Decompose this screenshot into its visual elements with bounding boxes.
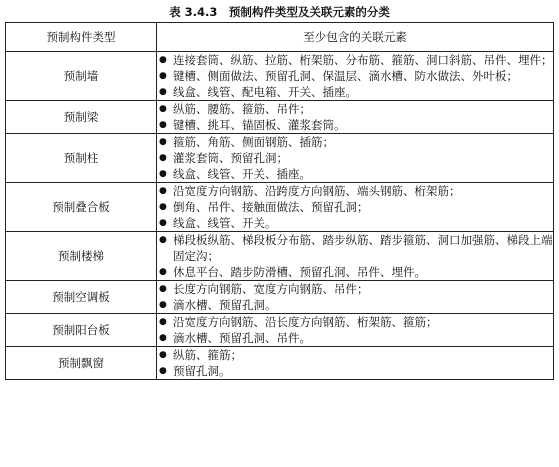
list-item [157,117,553,133]
element-list [157,232,553,280]
component-type-cell: 预制柱 [6,134,157,183]
element-list [157,347,553,379]
list-item [157,215,553,231]
bullet-icon: ● [159,350,167,360]
bullet-icon: ● [159,317,167,327]
list-item [157,330,553,346]
component-type-cell: 预制叠合板 [6,183,157,232]
elements-cell [157,101,554,134]
bullet-icon: ● [159,333,167,343]
bullet-icon: ● [159,235,167,245]
bullet-icon: ● [159,169,167,179]
list-item [157,183,553,199]
list-item-text: 线盒、线管、配电箱、开关、插座。 [173,85,357,99]
table-row [6,232,554,281]
bullet-icon: ● [159,137,167,147]
bullet-icon: ● [159,186,167,196]
table-row [6,101,554,134]
component-table [5,22,554,380]
list-item [157,52,553,68]
list-item-text: 长度方向钢筋、宽度方向钢筋、吊件； [173,282,369,296]
elements-cell [157,134,554,183]
list-item [157,281,553,297]
element-list [157,314,553,346]
bullet-icon: ● [159,71,167,81]
elements-cell [157,183,554,232]
bullet-icon: ● [159,153,167,163]
elements-cell [157,232,554,281]
list-item [157,363,553,379]
component-type-cell: 预制空调板 [6,281,157,314]
table-row [6,134,554,183]
list-item-text: 纵筋、箍筋； [173,348,242,362]
bullet-icon: ● [159,366,167,376]
elements-cell [157,347,554,380]
list-item-text: 键槽、侧面做法、预留孔洞、保温层、滴水槽、防水做法、外叶板； [173,69,518,83]
bullet-icon: ● [159,120,167,130]
header-type: 预制构件类型 [6,23,157,52]
bullet-icon: ● [159,267,167,277]
bullet-icon: ● [159,284,167,294]
table-row [6,52,554,101]
component-type-cell: 预制楼梯 [6,232,157,281]
list-item-text: 梯段板纵筋、梯段板分布筋、踏步纵筋、踏步箍筋、洞口加强筋、梯段上端固定沟； [173,233,553,263]
list-item-text: 预留孔洞。 [173,364,231,378]
table-row [6,183,554,232]
list-item-text: 休息平台、踏步防滑槽、预留孔洞、吊件、埋件。 [173,265,426,279]
list-item-text: 倒角、吊件、接触面做法、预留孔洞； [173,200,369,214]
element-list [157,183,553,231]
bullet-icon: ● [159,218,167,228]
bullet-icon: ● [159,55,167,65]
component-type-cell: 预制飘窗 [6,347,157,380]
list-item [157,232,553,264]
component-type-cell: 预制阳台板 [6,314,157,347]
list-item-text: 箍筋、角筋、侧面钢筋、插筋； [173,135,334,149]
list-item [157,134,553,150]
list-item [157,297,553,313]
list-item-text: 沿宽度方向钢筋、沿跨度方向钢筋、端头钢筋、桁架筋； [173,184,461,198]
element-list [157,52,553,100]
list-item [157,166,553,182]
list-item [157,150,553,166]
list-item [157,314,553,330]
table-body [6,52,554,380]
bullet-icon: ● [159,87,167,97]
elements-cell [157,52,554,101]
list-item-text: 线盒、线管、开关、插座。 [173,167,311,181]
list-item-text: 连接套筒、纵筋、拉筋、桁架筋、分布筋、箍筋、洞口斜筋、吊件、埋件； [173,53,553,67]
table-row [6,347,554,380]
header-row [6,23,554,52]
element-list [157,101,553,133]
bullet-icon: ● [159,300,167,310]
list-item-text: 键槽、挑耳、锚固板、灌浆套筒。 [173,118,346,132]
list-item-text: 沿宽度方向钢筋、沿长度方向钢筋、桁架筋、箍筋； [173,315,438,329]
bullet-icon: ● [159,202,167,212]
list-item [157,264,553,280]
list-item-text: 灌浆套筒、预留孔洞； [173,151,288,165]
list-item [157,199,553,215]
element-list [157,134,553,182]
elements-cell [157,314,554,347]
list-item [157,347,553,363]
table-row [6,314,554,347]
elements-cell [157,281,554,314]
element-list [157,281,553,313]
list-item [157,101,553,117]
list-item-text: 滴水槽、预留孔洞、吊件。 [173,331,311,345]
header-elements: 至少包含的关联元素 [157,23,554,52]
table-caption: 表 3.4.3 预制构件类型及关联元素的分类 [169,5,390,19]
bullet-icon: ● [159,104,167,114]
list-item [157,84,553,100]
table-row [6,281,554,314]
component-type-cell: 预制梁 [6,101,157,134]
list-item [157,68,553,84]
list-item-text: 线盒、线管、开关。 [173,216,277,230]
list-item-text: 纵筋、腰筋、箍筋、吊件； [173,102,311,116]
component-type-cell: 预制墙 [6,52,157,101]
list-item-text: 滴水槽、预留孔洞。 [173,298,277,312]
